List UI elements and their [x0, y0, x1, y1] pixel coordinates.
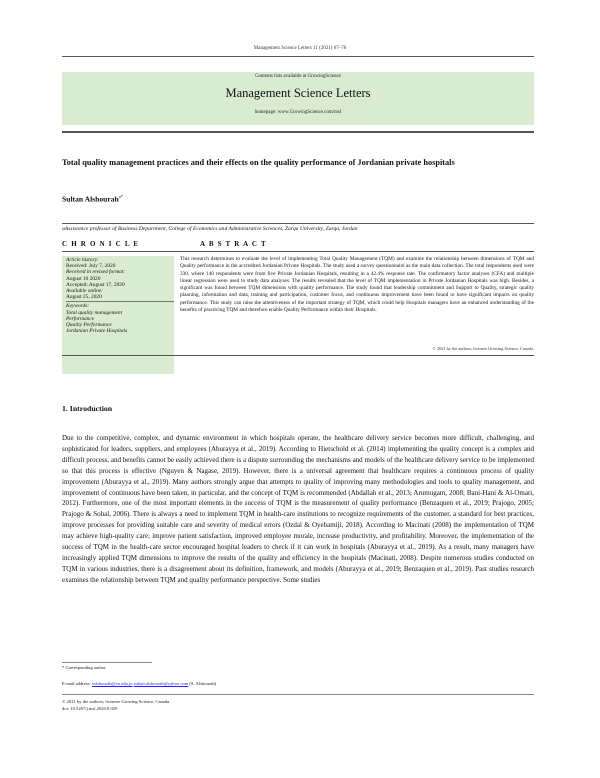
footer-rule	[62, 694, 534, 695]
article-author	[62, 194, 123, 204]
keyword-item: Quality Performance	[66, 322, 112, 329]
doi: doi: 10.5267/j.msl.2020.8.029	[62, 706, 118, 711]
journal-citation-line: Management Science Letters 11 (2021) 67–76	[253, 46, 347, 51]
affiliation-rule	[62, 223, 534, 224]
journal-homepage: homepage: www.GrowingScience.com/msl	[254, 110, 342, 115]
received-date: Received: July 7, 2020	[66, 263, 116, 270]
footnote-rule	[62, 662, 152, 663]
journal-name: Management Science Letters	[225, 86, 371, 100]
online-label: Available online:	[66, 288, 103, 295]
keywords-label: Keywords:	[66, 303, 90, 310]
banner-rule	[62, 131, 534, 133]
author-name: Sultan Alshourah	[62, 194, 119, 204]
chronicle-divider	[66, 301, 174, 302]
corresponding-note: * Corresponding author.	[62, 665, 107, 670]
abstract-heading: A B S T R A C T	[200, 240, 267, 248]
keyword-item: Jordanian Private Hospitals	[66, 328, 128, 335]
email-link-secondary[interactable]: sultan.alshourah@yahoo.com	[133, 681, 189, 686]
chronicle-box	[62, 256, 174, 374]
section-rule	[62, 251, 534, 252]
footer-copyright: © 2021 by the authors; licensee Growing Science, Canada	[62, 699, 170, 704]
online-date: August 25, 2020	[66, 294, 102, 301]
author-marks: a*	[118, 194, 124, 199]
email-link[interactable]: salshourah@zu.edu.jo	[91, 681, 133, 686]
accepted-date: Accepted: August 17, 2020	[66, 281, 125, 288]
email-line	[62, 681, 216, 686]
revised-date: August 10 2020	[66, 275, 101, 282]
abstract-copyright: © 2021 by the authors; licensee Growing Science, Canada.	[432, 346, 534, 351]
author-affiliation: aAssistance professor of Business Department, College of Economics and Administrative Sciences, Zarqa University, Zarqa, Jordan	[62, 226, 358, 232]
keyword-item: Total quality management	[66, 309, 123, 316]
revised-label: Received in revised format:	[66, 269, 126, 276]
abstract-text: This research determines to evaluate the level of implementing Total Quality Management (TQM) and examine the relationship between dimensions of TQM and Quality performance in the accredited Jordanian Private Hospitals. The study used a survey questionnaire as the main data collection. The total respondents used were 330, where 140 respondents were from five Private Jordanian Hospitals, resulting in a 42.4% response rate. The confirmatory factor analyses (CFA) and multiple linear regression were used to study data analyses. The results revealed that the level of TQM implementation in Private Jordanian Hospitals was high. Besides, a significant was found between TQM dimensions with quality performance. The study found that leadership commitment and Support to Quality, strategic quality planning, information and data, training and participation, customer focus, and continuous improvement have been found to have significant impacts on quality performance. This study can raise the attentiveness of the important strategy of TQM, which could help Hospitals managers have an enhanced understanding of the benefits of practicing TQM and therefore enable Quality Performance within their Hospitals.	[180, 256, 534, 314]
journal-banner	[62, 72, 534, 125]
introduction-text: Due to the competitive, complex, and dynamic environment in which hospitals operate, the healthcare delivery service becomes more difficult, challenging, and sophisticated for leaders, suppliers, and employees (Aburayya et al., 2019). According to Hietschold et al. (2014) implementing the quality concept is a complex and difficult process, and benefits cannot be easily achieved there is a dispute surrounding the mechanisms and models of the healthcare delivery service to be implemented so that this process is effective (Nguyen & Nagase, 2019). However, there is a universal agreement that healthcare requires a continuous process of quality improvement (Aburayya et al., 2019). Many authors strongly argue that attempts to quality of improving many methodologies and tools to quality management, and improvement of continuous have been taken, in particular, and the concept of TQM is recommended (Abdallah et al., 2013; Arumugam, 2008; Bani-Hani & Al-Omari, 2012). Furthermore, one of the most important elements in the success of TQM is the measurement of quality performance (Benzaquen et al., 2019; Prajogo, 2005; Prajogo & Sohal, 2006). There is always a need to implement TQM in health-care institutions to recognize requirements of the customer, a standard for best practices, improve processes for providing suitable care and severity of medical errors (Ozdal & Oyebamiji, 2018). According to Macinati (2008) the implementation of TQM may achieve high-quality care; improve patient satisfaction, improved employee morale, increase productivity, and profitability. Moreover, the implementation of the success of TQM in the health-care sector encouraged hospital leaders to check if it can work in hospitals (Aburayya et al., 2019). As a result, many managers have increasingly applied TQM dimensions to improve the results of the quality and efficiency in the hospitals (Macinati, 2008). Despite numerous studies conducted on TQM in various industries, there is a disagreement about its definition, framework, and models (Aburayya et al., 2019; Benzaquen et al., 2019). Past studies research examines the relationship between TQM and quality performance perspective. Some studies	[62, 434, 534, 584]
header-rule	[62, 56, 534, 57]
contents-line: Contents lists available at GrowingScience	[255, 74, 341, 79]
email-suffix: (S. Alshourah)	[189, 681, 217, 686]
abstract-rule	[62, 355, 534, 356]
email-label: E-mail address:	[62, 681, 91, 686]
section-heading-introduction: 1. Introduction	[62, 404, 113, 413]
keyword-item: Performance	[66, 315, 95, 322]
chronicle-heading: C H R O N I C L E	[62, 240, 140, 248]
article-title: Total quality management practices and their effects on the quality performance of Jordanian private hospitals	[62, 158, 455, 167]
history-label: Article history:	[66, 257, 99, 263]
